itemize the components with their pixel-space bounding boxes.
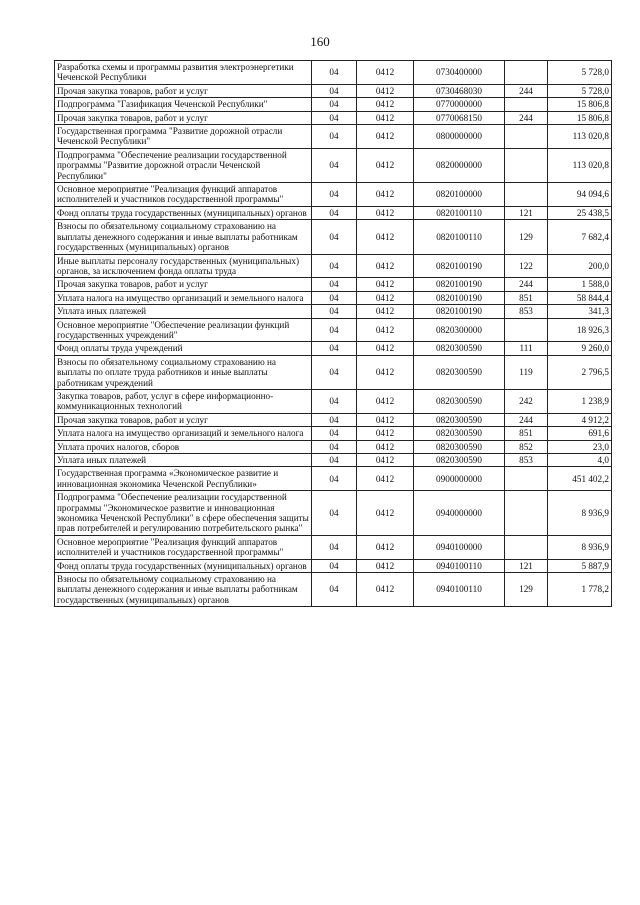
target-article-cell: 0900000000 [414,467,505,491]
target-article-cell: 0820100000 [414,183,505,207]
subsection-code-cell: 0412 [357,278,414,291]
target-article-cell: 0730400000 [414,61,505,85]
expense-type-cell: 111 [505,342,548,355]
table-row [55,355,612,389]
subsection-code-cell: 0412 [357,535,414,559]
subsection-code-cell: 0412 [357,427,414,440]
target-article-cell: 0800000000 [414,125,505,149]
row-name-cell: Подпрограмма "Газификация Чеченской Республики" [55,98,312,111]
amount-cell: 200,0 [548,254,612,278]
amount-cell: 4 912,2 [548,413,612,426]
table-row [55,183,612,207]
target-article-cell: 0820300590 [414,454,505,467]
target-article-cell: 0820300590 [414,355,505,389]
subsection-code-cell: 0412 [357,254,414,278]
target-article-cell: 0820100190 [414,305,505,318]
table-row [55,84,612,97]
row-name-cell: Фонд оплаты труда государственных (муниципальных) органов [55,559,312,572]
table-row [55,220,612,254]
expense-type-cell [505,61,548,85]
row-name-cell: Разработка схемы и программы развития электроэнергетики Чеченской Республики [55,61,312,85]
amount-cell: 5 728,0 [548,61,612,85]
target-article-cell: 0820300590 [414,389,505,413]
expense-type-cell [505,98,548,111]
subsection-code-cell: 0412 [357,342,414,355]
expense-type-cell: 119 [505,355,548,389]
section-code-cell: 04 [312,206,357,219]
section-code-cell: 04 [312,125,357,149]
section-code-cell: 04 [312,355,357,389]
page-number: 160 [310,34,330,49]
subsection-code-cell: 0412 [357,125,414,149]
row-name-cell: Уплата прочих налогов, сборов [55,440,312,453]
subsection-code-cell: 0412 [357,559,414,572]
table-row [55,491,612,536]
amount-cell: 58 844,4 [548,291,612,304]
table-row [55,111,612,124]
amount-cell: 1 778,2 [548,573,612,607]
subsection-code-cell: 0412 [357,220,414,254]
target-article-cell: 0940100110 [414,559,505,572]
row-name-cell: Взносы по обязательному социальному страхованию на выплаты денежного содержания и иные выплаты работникам государственных (муниципальных) органов [55,220,312,254]
expense-type-cell: 244 [505,413,548,426]
target-article-cell: 0820100190 [414,278,505,291]
subsection-code-cell: 0412 [357,454,414,467]
expense-type-cell: 852 [505,440,548,453]
expense-type-cell [505,125,548,149]
expense-type-cell [505,318,548,342]
amount-cell: 8 936,9 [548,491,612,536]
target-article-cell: 0820300000 [414,318,505,342]
budget-table-body [55,61,612,607]
section-code-cell: 04 [312,573,357,607]
expense-type-cell: 129 [505,220,548,254]
row-name-cell: Основное мероприятие "Реализация функций аппаратов исполнителей и участников государственной программы" [55,535,312,559]
expense-type-cell: 121 [505,559,548,572]
section-code-cell: 04 [312,84,357,97]
expense-type-cell: 244 [505,111,548,124]
amount-cell: 18 926,3 [548,318,612,342]
target-article-cell: 0770000000 [414,98,505,111]
section-code-cell: 04 [312,278,357,291]
subsection-code-cell: 0412 [357,440,414,453]
expense-type-cell [505,535,548,559]
row-name-cell: Подпрограмма "Обеспечение реализации государственной программы "Экономическое развитие и инновационная экономика Чеченской Республики" в сфере обеспечения защиты прав потребителей и регулированию потребительского рынка" [55,491,312,536]
expense-type-cell: 242 [505,389,548,413]
subsection-code-cell: 0412 [357,206,414,219]
expense-type-cell [505,148,548,182]
table-row [55,454,612,467]
target-article-cell: 0820300590 [414,413,505,426]
subsection-code-cell: 0412 [357,98,414,111]
table-row [55,559,612,572]
table-row [55,389,612,413]
expense-type-cell: 851 [505,291,548,304]
section-code-cell: 04 [312,535,357,559]
section-code-cell: 04 [312,305,357,318]
amount-cell: 451 402,2 [548,467,612,491]
amount-cell: 1 588,0 [548,278,612,291]
target-article-cell: 0820100190 [414,291,505,304]
row-name-cell: Фонд оплаты труда учреждений [55,342,312,355]
subsection-code-cell: 0412 [357,61,414,85]
subsection-code-cell: 0412 [357,305,414,318]
expense-type-cell: 853 [505,305,548,318]
amount-cell: 15 806,8 [548,111,612,124]
expense-type-cell: 244 [505,84,548,97]
subsection-code-cell: 0412 [357,413,414,426]
table-row [55,61,612,85]
subsection-code-cell: 0412 [357,467,414,491]
amount-cell: 1 238,9 [548,389,612,413]
table-row [55,206,612,219]
amount-cell: 5 728,0 [548,84,612,97]
amount-cell: 9 260,0 [548,342,612,355]
table-row [55,291,612,304]
row-name-cell: Государственная программа «Экономическое развитие и инновационная экономика Чеченской Республики» [55,467,312,491]
section-code-cell: 04 [312,440,357,453]
expense-type-cell [505,491,548,536]
target-article-cell: 0940000000 [414,491,505,536]
expense-type-cell: 122 [505,254,548,278]
subsection-code-cell: 0412 [357,573,414,607]
target-article-cell: 0940100110 [414,573,505,607]
table-row [55,305,612,318]
table-row [55,440,612,453]
target-article-cell: 0820300590 [414,342,505,355]
subsection-code-cell: 0412 [357,291,414,304]
amount-cell: 113 020,8 [548,125,612,149]
row-name-cell: Прочая закупка товаров, работ и услуг [55,413,312,426]
section-code-cell: 04 [312,220,357,254]
amount-cell: 2 796,5 [548,355,612,389]
target-article-cell: 0730468030 [414,84,505,97]
target-article-cell: 0940100000 [414,535,505,559]
subsection-code-cell: 0412 [357,84,414,97]
row-name-cell: Основное мероприятие "Обеспечение реализации функций государственных учреждений" [55,318,312,342]
section-code-cell: 04 [312,111,357,124]
table-row [55,278,612,291]
amount-cell: 8 936,9 [548,535,612,559]
amount-cell: 94 094,6 [548,183,612,207]
target-article-cell: 0820100110 [414,220,505,254]
section-code-cell: 04 [312,291,357,304]
table-row [55,535,612,559]
section-code-cell: 04 [312,454,357,467]
target-article-cell: 0820300590 [414,427,505,440]
amount-cell: 7 682,4 [548,220,612,254]
amount-cell: 691,6 [548,427,612,440]
amount-cell: 4,0 [548,454,612,467]
row-name-cell: Фонд оплаты труда государственных (муниципальных) органов [55,206,312,219]
amount-cell: 23,0 [548,440,612,453]
section-code-cell: 04 [312,491,357,536]
row-name-cell: Уплата налога на имущество организаций и земельного налога [55,427,312,440]
table-row [55,573,612,607]
section-code-cell: 04 [312,342,357,355]
table-row [55,413,612,426]
table-row [55,318,612,342]
row-name-cell: Государственная программа "Развитие дорожной отрасли Чеченской Республики" [55,125,312,149]
row-name-cell: Уплата иных платежей [55,454,312,467]
section-code-cell: 04 [312,413,357,426]
subsection-code-cell: 0412 [357,355,414,389]
amount-cell: 113 020,8 [548,148,612,182]
amount-cell: 15 806,8 [548,98,612,111]
table-row [55,148,612,182]
amount-cell: 25 438,5 [548,206,612,219]
row-name-cell: Взносы по обязательному социальному страхованию на выплаты по оплате труда работников и иные выплаты работникам учреждений [55,355,312,389]
section-code-cell: 04 [312,254,357,278]
row-name-cell: Основное мероприятие "Реализация функций аппаратов исполнителей и участников государственной программы" [55,183,312,207]
row-name-cell: Закупка товаров, работ, услуг в сфере информационно-коммуникационных технологий [55,389,312,413]
target-article-cell: 0820000000 [414,148,505,182]
row-name-cell: Прочая закупка товаров, работ и услуг [55,278,312,291]
row-name-cell: Иные выплаты персоналу государственных (муниципальных) органов, за исключением фонда оплаты труда [55,254,312,278]
row-name-cell: Уплата налога на имущество организаций и земельного налога [55,291,312,304]
row-name-cell: Подпрограмма "Обеспечение реализации государственной программы "Развитие дорожной отрасли Чеченской Республики" [55,148,312,182]
expense-type-cell: 129 [505,573,548,607]
target-article-cell: 0770068150 [414,111,505,124]
amount-cell: 5 887,9 [548,559,612,572]
section-code-cell: 04 [312,148,357,182]
table-row [55,342,612,355]
table-row [55,467,612,491]
subsection-code-cell: 0412 [357,148,414,182]
row-name-cell: Взносы по обязательному социальному страхованию на выплаты денежного содержания и иные выплаты работникам государственных (муниципальных) органов [55,573,312,607]
table-row [55,98,612,111]
target-article-cell: 0820100190 [414,254,505,278]
budget-table [54,60,612,607]
target-article-cell: 0820100110 [414,206,505,219]
row-name-cell: Прочая закупка товаров, работ и услуг [55,111,312,124]
section-code-cell: 04 [312,61,357,85]
table-row [55,254,612,278]
target-article-cell: 0820300590 [414,440,505,453]
amount-cell: 341,3 [548,305,612,318]
subsection-code-cell: 0412 [357,318,414,342]
section-code-cell: 04 [312,318,357,342]
subsection-code-cell: 0412 [357,183,414,207]
table-row [55,125,612,149]
section-code-cell: 04 [312,98,357,111]
row-name-cell: Уплата иных платежей [55,305,312,318]
subsection-code-cell: 0412 [357,389,414,413]
section-code-cell: 04 [312,183,357,207]
expense-type-cell [505,183,548,207]
expense-type-cell: 851 [505,427,548,440]
expense-type-cell: 853 [505,454,548,467]
section-code-cell: 04 [312,389,357,413]
expense-type-cell [505,467,548,491]
table-row [55,427,612,440]
section-code-cell: 04 [312,467,357,491]
section-code-cell: 04 [312,427,357,440]
section-code-cell: 04 [312,559,357,572]
subsection-code-cell: 0412 [357,111,414,124]
subsection-code-cell: 0412 [357,491,414,536]
expense-type-cell: 244 [505,278,548,291]
row-name-cell: Прочая закупка товаров, работ и услуг [55,84,312,97]
expense-type-cell: 121 [505,206,548,219]
